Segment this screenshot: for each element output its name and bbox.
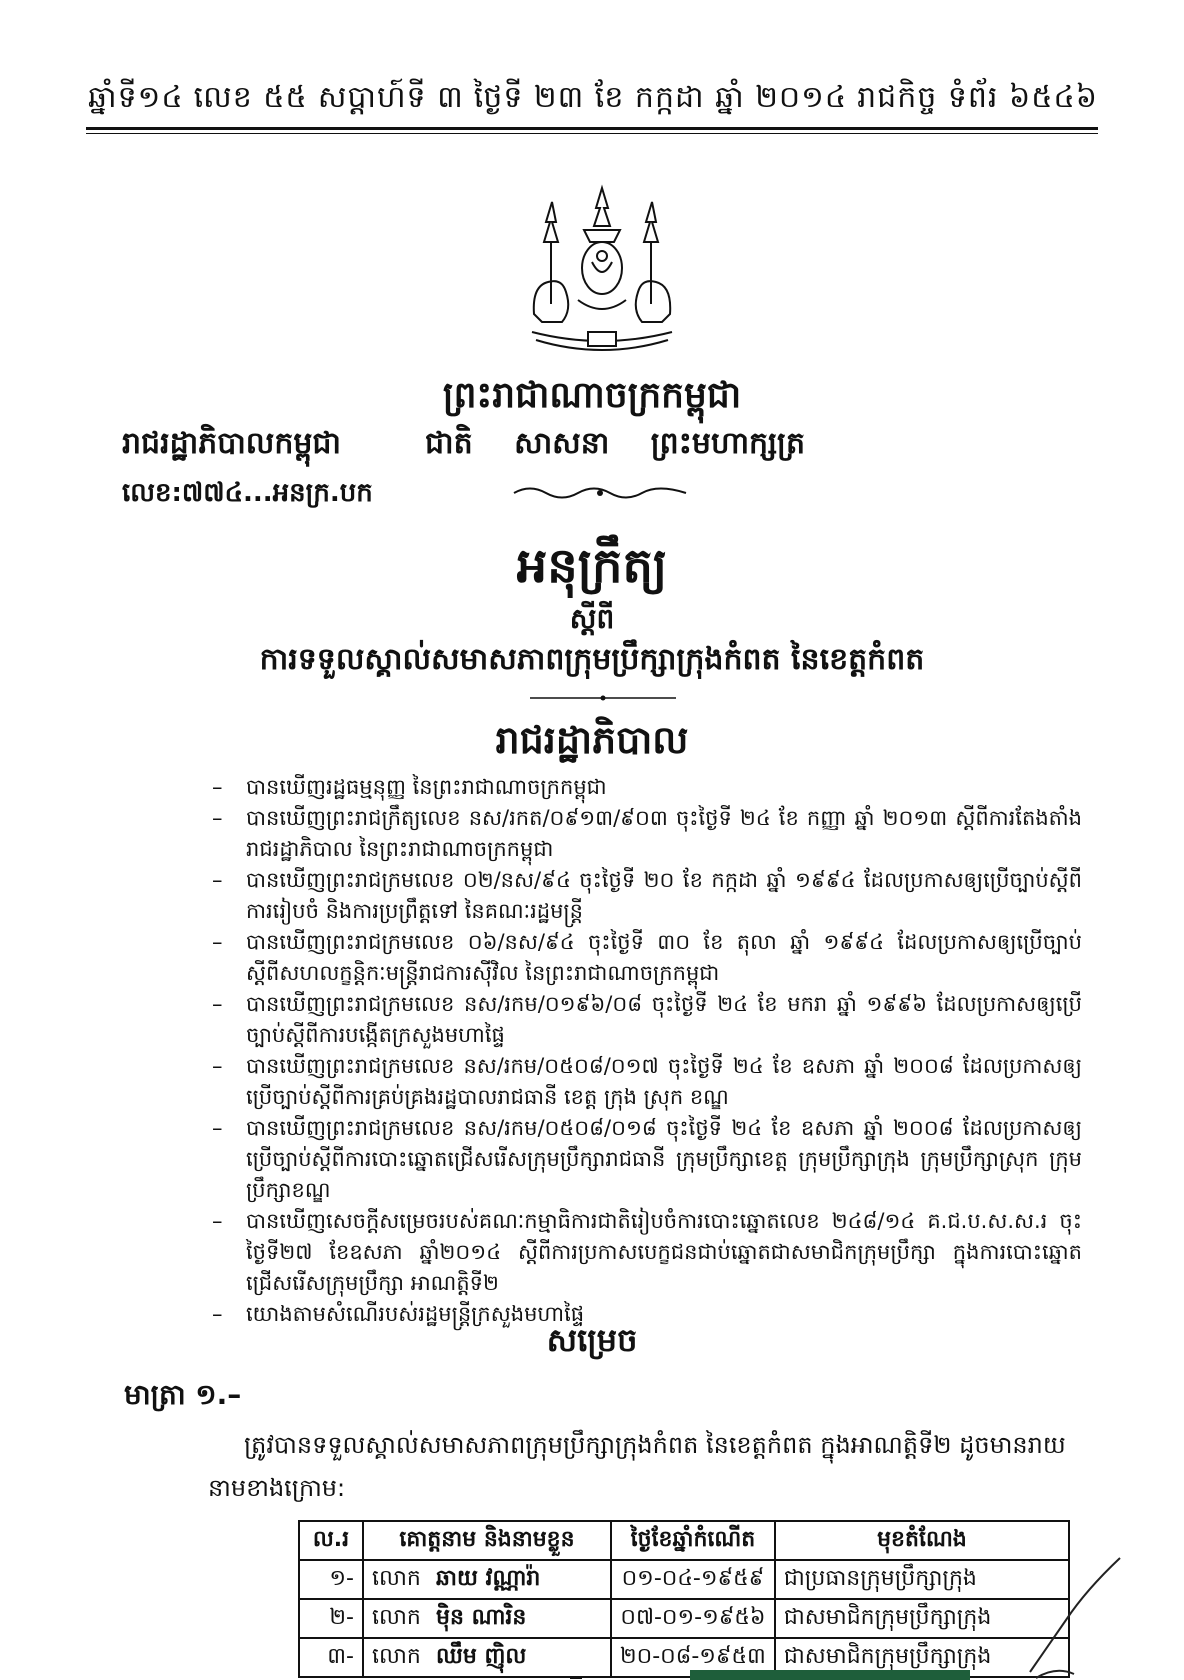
recital-text: បានឃើញសេចក្តីសម្រេចរបស់គណៈកម្មាធិការជាតិរៀបចំការបោះឆ្នោតលេខ ២៤៨/១៤ គ.ជ.ប.ស.ស.រ ចុះថ្ងៃទី២៧ ខែឧសភា ឆ្នាំ២០១៤ ស្តីពីការប្រកាសបេក្ខជនជាប់ឆ្នោតជាសមាជិកក្រុមប្រឹក្សា ក្នុងការបោះឆ្នោតជ្រើសរើសក្រុមប្រឹក្សា អាណត្តិទី២ (246, 1209, 1082, 1295)
recital-item: – បានឃើញសេចក្តីសម្រេចរបស់គណៈកម្មាធិការជាតិរៀបចំការបោះឆ្នោតលេខ ២៤៨/១៤ គ.ជ.ប.ស.ស.រ ចុះថ្ងៃទី២៧ ខែឧសភា ឆ្នាំ២០១៤ ស្តីពីការប្រកាសបេក្ខជនជាប់ឆ្នោតជាសមាជិកក្រុមប្រឹក្សា ក្នុងការបោះឆ្នោតជ្រើសរើសក្រុមប្រឹក្សា អាណត្តិទី២ (212, 1209, 1082, 1295)
member-name: ម៉ិន ណារិន (436, 1604, 527, 1630)
member-name-cell (363, 1599, 611, 1638)
member-name: ឈឹម ញ៉ិល (436, 1643, 527, 1669)
issuer-title: រាជរដ្ឋាភិបាល (495, 718, 689, 762)
recital-text: បានឃើញព្រះរាជក្រមលេខ ០៦/នស/៩៤ ចុះថ្ងៃទី ៣០ ខែ តុលា ឆ្នាំ ១៩៩៤ ដែលប្រកាសឲ្យប្រើច្បាប់ស្តីពីសហលក្ខន្តិកៈមន្ត្រីរាជការស៊ីវិល នៃព្រះរាជាណាចក្រកម្ពុជា (246, 930, 1082, 985)
decision-heading: សម្រេច (546, 1321, 638, 1359)
gazette-year: ឆ្នាំទី១៤ (88, 80, 184, 115)
page-edge-mark-icon (570, 1668, 970, 1680)
member-title: លោក (372, 1643, 421, 1669)
member-name-cell (363, 1560, 611, 1599)
recital-item: – បានឃើញព្រះរាជក្រមលេខ នស/រកម/០១៩៦/០៨ ចុះថ្ងៃទី ២៤ ខែ មករា ឆ្នាំ ១៩៩៦ ដែលប្រកាសឲ្យប្រើច្បាប់ស្តីពីការបង្កើតក្រសួងមហាផ្ទៃ (212, 992, 1082, 1047)
ornament-flourish-icon (510, 482, 690, 504)
recital-text: បានឃើញព្រះរាជក្រឹត្យលេខ នស/រកត/០៩១៣/៩០៣ ចុះថ្ងៃទី ២៤ ខែ កញ្ញា ឆ្នាំ ២០១៣ ស្តីពីការតែងតាំងរាជរដ្ឋាភិបាល នៃព្រះរាជាណាចក្រកម្ពុជា (246, 806, 1082, 861)
signature-stroke-icon (1026, 1554, 1126, 1680)
col-header-position: មុខតំណែង (775, 1521, 1069, 1560)
recitals-list (212, 772, 1082, 1330)
recital-text: បានឃើញព្រះរាជក្រមលេខ នស/រកម/០១៩៦/០៨ ចុះថ្ងៃទី ២៤ ខែ មករា ឆ្នាំ ១៩៩៦ ដែលប្រកាសឲ្យប្រើច្បាប់ស្តីពីការបង្កើតក្រសួងមហាផ្ទៃ (246, 992, 1082, 1047)
article-body: ត្រូវបានទទួលស្គាល់សមាសភាពក្រុមប្រឹក្សាក្រុងកំពត នៃខេត្តកំពត ក្នុងអាណត្តិទី២ ដូចមានរាយនាមខាងក្រោម: (208, 1431, 1066, 1502)
member-position: ជាសមាជិកក្រុមប្រឹក្សាក្រុង (775, 1599, 1069, 1638)
recital-item: – បានឃើញព្រះរាជក្រមលេខ ០២/នស/៩៤ ចុះថ្ងៃទី ២០ ខែ កក្កដា ឆ្នាំ ១៩៩៤ ដែលប្រកាសឲ្យប្រើច្បាប់ស្តីពីការរៀបចំ និងការប្រព្រឹត្តទៅ នៃគណៈរដ្ឋមន្ត្រី (212, 868, 1082, 923)
table-header-row (299, 1521, 1069, 1560)
recital-item: – បានឃើញព្រះរាជក្រមលេខ នស/រកម/០៥០៨/០១៧ ចុះថ្ងៃទី ២៤ ខែ ឧសភា ឆ្នាំ ២០០៨ ដែលប្រកាសឲ្យប្រើច្បាប់ស្តីពីការគ្រប់គ្រងរដ្ឋបាលរាជធានី ខេត្ត ក្រុង ស្រុក ខណ្ឌ (212, 1054, 1082, 1109)
recital-item: – បានឃើញព្រះរាជក្រមលេខ ០៦/នស/៩៤ ចុះថ្ងៃទី ៣០ ខែ តុលា ឆ្នាំ ១៩៩៤ ដែលប្រកាសឲ្យប្រើច្បាប់ស្តីពីសហលក្ខន្តិកៈមន្ត្រីរាជការស៊ីវិល នៃព្រះរាជាណាចក្រកម្ពុជា (212, 930, 1082, 985)
recital-text: បានឃើញព្រះរាជក្រមលេខ នស/រកម/០៥០៨/០១៧ ចុះថ្ងៃទី ២៤ ខែ ឧសភា ឆ្នាំ ២០០៨ ដែលប្រកាសឲ្យប្រើច្បាប់ស្តីពីការគ្រប់គ្រងរដ្ឋបាលរាជធានី ខេត្ត ក្រុង ស្រុក ខណ្ឌ (246, 1054, 1082, 1109)
gazette-header (88, 78, 1098, 122)
col-header-number: ល.រ (299, 1521, 363, 1560)
recital-item: – យោងតាមសំណើរបស់រដ្ឋមន្ត្រីក្រសួងមហាផ្ទៃ (212, 1302, 585, 1326)
document-type: អនុក្រឹត្យ (516, 538, 668, 594)
members-table (298, 1520, 1070, 1678)
col-header-dob: ថ្ងៃខែឆ្នាំកំណើត (611, 1521, 775, 1560)
regarding-label: ស្តីពី (569, 602, 615, 635)
national-motto (425, 424, 805, 468)
recital-text: យោងតាមសំណើរបស់រដ្ឋមន្ត្រីក្រសួងមហាផ្ទៃ (246, 1302, 585, 1326)
gazette-issue: លេខ ៥៥ (193, 80, 308, 115)
col-header-name: គោត្តនាម និងនាមខ្លួន (363, 1521, 611, 1560)
kingdom-title: ព្រះរាជាណាចក្រកម្ពុជា (442, 375, 742, 416)
member-dob: ២០-០៨-១៩៥៣ (611, 1638, 775, 1677)
motto-nation: ជាតិ (425, 426, 473, 461)
article-heading: មាត្រា ១.– (124, 1378, 242, 1411)
member-position: ជាប្រធានក្រុមប្រឹក្សាក្រុង (775, 1560, 1069, 1599)
table-row (299, 1599, 1069, 1638)
member-dob: ០១-០៤-១៩៥៩ (611, 1560, 775, 1599)
government-name: រាជរដ្ឋាភិបាលកម្ពុជា (122, 426, 341, 461)
recital-text: បានឃើញព្រះរាជក្រមលេខ ០២/នស/៩៤ ចុះថ្ងៃទី ២០ ខែ កក្កដា ឆ្នាំ ១៩៩៤ ដែលប្រកាសឲ្យប្រើច្បាប់ស្តីពីការរៀបចំ និងការប្រព្រឹត្តទៅ នៃគណៈរដ្ឋមន្ត្រី (246, 868, 1082, 923)
member-name: ឆាយ វណ្ណារ៉ា (436, 1565, 541, 1591)
member-title: លោក (372, 1604, 421, 1630)
recital-item: – បានឃើញព្រះរាជក្រមលេខ នស/រកម/០៥០៨/០១៨ ចុះថ្ងៃទី ២៤ ខែ ឧសភា ឆ្នាំ ២០០៨ ដែលប្រកាសឲ្យប្រើច្បាប់ស្តីពីការបោះឆ្នោតជ្រើសរើសក្រុមប្រឹក្សារាជធានី ក្រុមប្រឹក្សាខេត្ត ក្រុមប្រឹក្សាក្រុង ក្រុមប្រឹក្សាស្រុក ក្រុមប្រឹក្សាខណ្ឌ (212, 1116, 1082, 1202)
recital-item: – បានឃើញរដ្ឋធម្មនុញ្ញ នៃព្រះរាជាណាចក្រកម្ពុជា (212, 775, 607, 799)
table-row (299, 1560, 1069, 1599)
header-rule (86, 127, 1098, 130)
member-dob: ០៧-០១-១៩៥៦ (611, 1599, 775, 1638)
member-position: ជាសមាជិកក្រុមប្រឹក្សាក្រុង (775, 1638, 1069, 1677)
ornament-divider-icon (528, 693, 678, 703)
motto-religion: សាសនា (514, 426, 610, 461)
member-number: ៣- (299, 1638, 363, 1677)
gazette-page-number: រាជកិច្ច ទំព័រ ៦៥៤៦ (857, 80, 1098, 115)
member-title: លោក (372, 1565, 421, 1591)
recital-item: – បានឃើញព្រះរាជក្រឹត្យលេខ នស/រកត/០៩១៣/៩០៣ ចុះថ្ងៃទី ២៤ ខែ កញ្ញា ឆ្នាំ ២០១៣ ស្តីពីការតែងតាំងរាជរដ្ឋាភិបាល នៃព្រះរាជាណាចក្រកម្ពុជា (212, 806, 1082, 861)
reference-number: លេខ:៧៧៤...អនក្រ.បក (122, 478, 373, 508)
recital-text: បានឃើញព្រះរាជក្រមលេខ នស/រកម/០៥០៨/០១៨ ចុះថ្ងៃទី ២៤ ខែ ឧសភា ឆ្នាំ ២០០៨ ដែលប្រកាសឲ្យប្រើច្បាប់ស្តីពីការបោះឆ្នោតជ្រើសរើសក្រុមប្រឹក្សារាជធានី ក្រុមប្រឹក្សាខេត្ត ក្រុមប្រឹក្សាក្រុង ក្រុមប្រឹក្សាស្រុក ក្រុមប្រឹក្សាខណ្ឌ (246, 1116, 1082, 1202)
recital-text: បានឃើញរដ្ឋធម្មនុញ្ញ នៃព្រះរាជាណាចក្រកម្ពុជា (246, 775, 607, 799)
gazette-week: សប្តាហ៍ទី ៣ (317, 80, 464, 115)
member-number: ២- (299, 1599, 363, 1638)
document-subject: ការទទួលស្គាល់សមាសភាពក្រុមប្រឹក្សាក្រុងកំពត នៃខេត្តកំពត (259, 642, 925, 677)
gazette-date: ថ្ងៃទី ២៣ ខែ កក្កដា ឆ្នាំ ២០១៤ (473, 80, 848, 115)
royal-emblem-icon (522, 182, 682, 362)
member-number: ១- (299, 1560, 363, 1599)
header-rule-thin (86, 133, 1098, 134)
motto-king: ព្រះមហាក្សត្រ (650, 426, 805, 461)
